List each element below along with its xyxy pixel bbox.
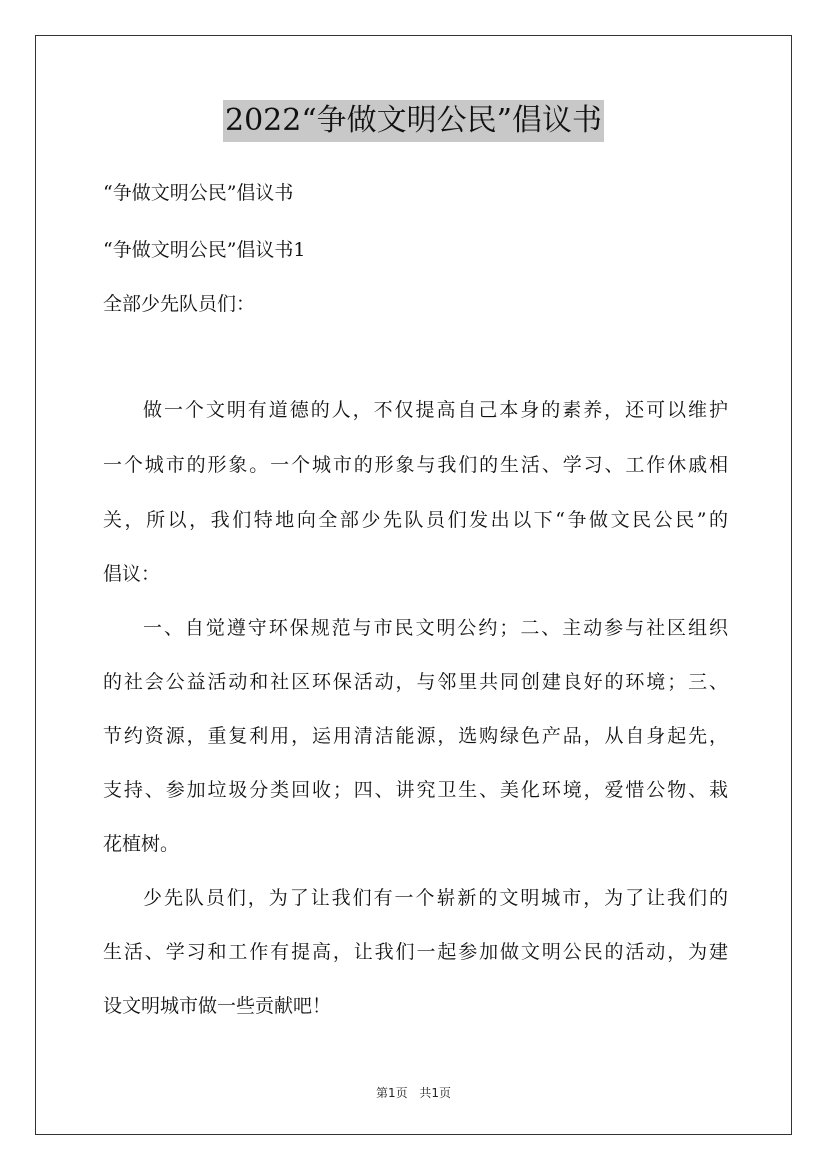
document-title: 2022“争做文明公民”倡议书: [223, 100, 604, 142]
page-number: 第1页: [375, 1086, 408, 1100]
paragraph-line: 支持、参加垃圾分类回收；四、讲究卫生、美化环境，爱惜公物、栽: [103, 779, 728, 801]
salutation: 全部少先队员们：: [103, 293, 256, 315]
paragraph-line: 设文明城市做一些贡献吧！: [103, 995, 332, 1017]
subtitle-1: “争做文明公民”倡议书: [103, 182, 294, 204]
paragraph-line: 倡议：: [103, 563, 161, 585]
paragraph-line: 一个城市的形象。一个城市的形象与我们的生活、学习、工作休戚相: [103, 454, 728, 476]
paragraph-line: 少先队员们，为了让我们有一个崭新的文明城市，为了让我们的: [143, 887, 728, 909]
paragraph-line: 的社会公益活动和社区环保活动，与邻里共同创建良好的环境；三、: [103, 671, 728, 693]
paragraph-line: 一、自觉遵守环保规范与市民文明公约；二、主动参与社区组织: [143, 617, 728, 639]
page-total: 共1页: [419, 1086, 452, 1100]
paragraph-line: 节约资源，重复利用，运用清洁能源，选购绿色产品，从自身起先，: [103, 725, 728, 747]
paragraph-line: 生活、学习和工作有提高，让我们一起参加做文明公民的活动，为建: [103, 941, 728, 963]
paragraph-line: 关，所以，我们特地向全部少先队员们发出以下“争做文民公民”的: [103, 509, 728, 531]
page-footer: [0, 1084, 827, 1101]
paragraph-line: 做一个文明有道德的人，不仅提高自己本身的素养，还可以维护: [143, 399, 728, 421]
subtitle-2: “争做文明公民”倡议书1: [103, 239, 306, 261]
title-container: [0, 100, 827, 142]
paragraph-line: 花植树。: [103, 833, 180, 855]
